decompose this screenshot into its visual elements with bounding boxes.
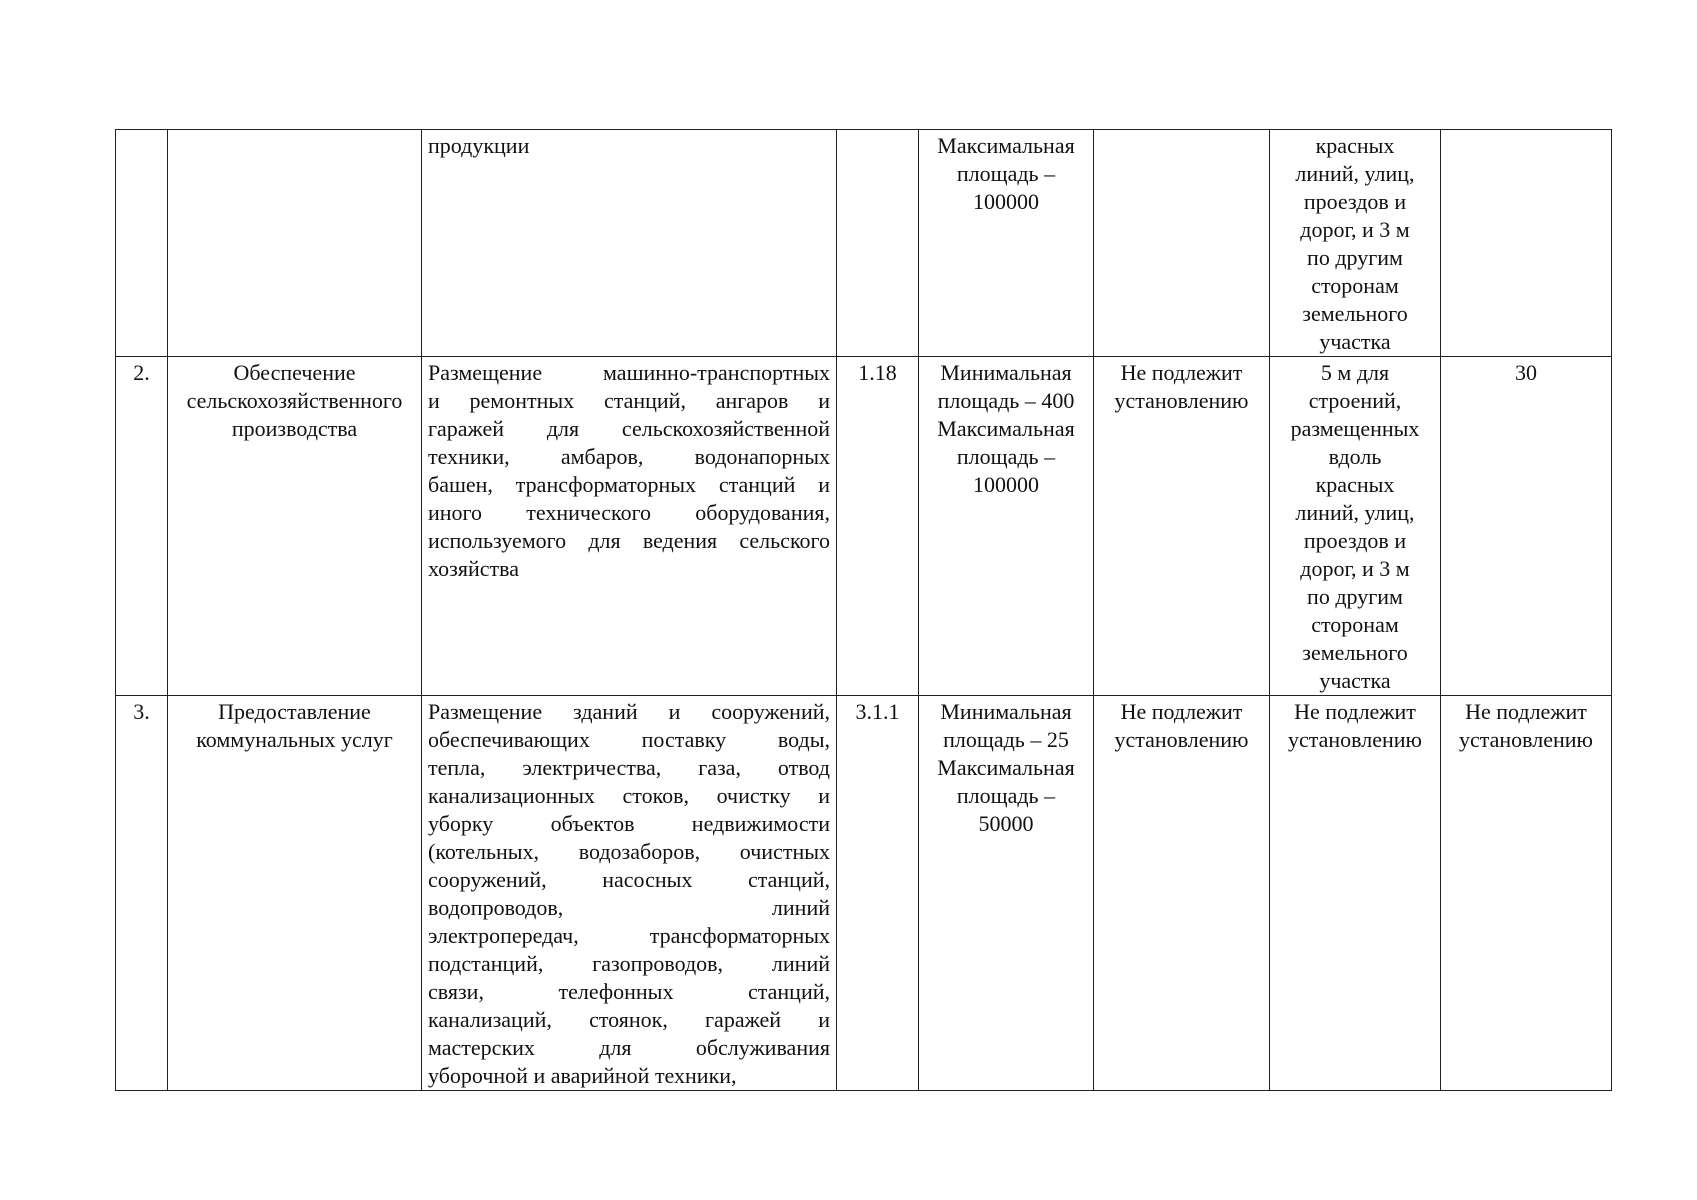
table-body [116,130,1612,1091]
cell-text [1100,359,1263,415]
cell-line: обеспечивающих поставку воды, [428,727,830,752]
cell-line: 50000 [978,811,1034,836]
cell-line: Размещение зданий и сооружений, [428,699,830,724]
cell-text [122,698,161,726]
cell-line: участка [1319,329,1391,354]
cell-line: установлению [1114,727,1249,752]
cell-line: продукции [428,133,530,158]
cell-plot-area [919,696,1094,1091]
cell-line: электропередач, трансформаторных [428,923,830,948]
cell-line: мастерских для обслуживания [428,1035,830,1060]
cell-line: иного технического оборудования, [428,500,830,525]
cell-line: 30 [1515,360,1537,385]
cell-line: связи, телефонных станций, [428,979,830,1004]
cell-coverage [1441,130,1612,357]
cell-line: подстанций, газопроводов, линий [428,951,830,976]
cell-line: проездов и [1303,528,1407,553]
cell-line: размещенных [1290,416,1420,441]
cell-text [428,359,830,583]
cell-line: 2. [133,360,150,385]
cell-coverage [1441,357,1612,696]
cell-line: уборочной и аварийной техники, [428,1063,737,1088]
cell-line: установлению [1114,388,1249,413]
cell-max-floors [1094,696,1270,1091]
cell-text [925,698,1087,838]
cell-setback [1270,696,1441,1091]
cell-text [843,359,912,387]
cell-line: сторонам [1311,273,1399,298]
cell-line: земельного [1302,640,1408,665]
cell-line: установлению [1458,727,1593,752]
cell-line: башен, трансформаторных станций и [428,472,830,497]
cell-use-code [837,357,919,696]
cell-line: площадь – 400 [937,388,1075,413]
cell-text [925,359,1087,499]
cell-line: 1.18 [858,360,897,385]
cell-line: сельскохозяйственного [186,388,403,413]
cell-line: площадь – [956,444,1056,469]
table-row [116,357,1612,696]
cell-line: и ремонтных станций, ангаров и [428,388,830,413]
cell-line: строений, [1308,388,1402,413]
cell-line: линий, улиц, [1295,500,1415,525]
cell-line: дорог, и 3 м [1300,217,1410,242]
cell-line: красных [1315,472,1395,497]
cell-line: Минимальная [940,699,1072,724]
cell-line: площадь – 25 [943,727,1069,752]
cell-text [428,132,830,160]
cell-line: тепла, электричества, газа, отвод [428,755,830,780]
cell-line: уборку объектов недвижимости [428,811,830,836]
land-use-table [115,129,1612,1091]
cell-text [428,698,830,1090]
cell-text [1447,359,1605,387]
cell-line: участка [1319,668,1391,693]
cell-line: Размещение машинно-транспортных [428,360,830,385]
cell-use-code [837,130,919,357]
cell-number [116,130,168,357]
cell-text [1447,698,1605,754]
cell-line: хозяйства [428,556,519,581]
cell-setback [1270,357,1441,696]
cell-line: Не подлежит [1120,360,1243,385]
cell-use-code [837,696,919,1091]
cell-use-name [168,357,422,696]
cell-text [925,132,1087,216]
cell-line: Обеспечение [233,360,356,385]
cell-text [1100,698,1263,754]
cell-line: Не подлежит [1294,699,1416,724]
cell-plot-area [919,130,1094,357]
cell-line: техники, амбаров, водонапорных [428,444,830,469]
cell-line: Не подлежит [1120,699,1243,724]
cell-line: водопроводов, линий [428,895,830,920]
cell-text [1276,698,1434,754]
cell-line: вдоль [1328,444,1382,469]
cell-line: производства [231,416,358,441]
cell-line: линий, улиц, [1295,161,1415,186]
cell-line: красных [1315,133,1395,158]
cell-number [116,357,168,696]
cell-line: Предоставление [218,699,371,724]
table-row [116,130,1612,357]
cell-line: площадь – [956,783,1056,808]
cell-line: установлению [1287,727,1422,752]
cell-line: дорог, и 3 м [1300,556,1410,581]
cell-line: канализаций, стоянок, гаражей и [428,1007,830,1032]
cell-line: Максимальная [937,755,1075,780]
cell-line: земельного [1302,301,1408,326]
cell-line: 100000 [973,189,1039,214]
cell-max-floors [1094,130,1270,357]
cell-text [1276,359,1434,695]
cell-text [174,359,415,443]
cell-line: (котельных, водозаборов, очистных [428,839,830,864]
cell-line: сооружений, насосных станций, [428,867,830,892]
cell-use-description [422,696,837,1091]
cell-line: по другим [1307,584,1403,609]
cell-line: 3.1.1 [855,699,900,724]
cell-number [116,696,168,1091]
cell-line: проездов и [1303,189,1407,214]
cell-text [843,698,912,726]
cell-line: 100000 [973,472,1039,497]
cell-plot-area [919,357,1094,696]
cell-use-description [422,357,837,696]
cell-text [1276,132,1434,356]
cell-line: коммунальных услуг [196,727,393,752]
cell-line: Максимальная [937,133,1075,158]
cell-setback [1270,130,1441,357]
cell-coverage [1441,696,1612,1091]
cell-line: по другим [1307,245,1403,270]
cell-line: Минимальная [940,360,1072,385]
cell-use-name [168,130,422,357]
cell-line: 5 м для [1320,360,1390,385]
cell-max-floors [1094,357,1270,696]
table-row [116,696,1612,1091]
cell-text [174,698,415,754]
cell-text [122,359,161,387]
cell-line: гаражей для сельскохозяйственной [428,416,830,441]
cell-line: Максимальная [937,416,1075,441]
cell-use-name [168,696,422,1091]
cell-use-description [422,130,837,357]
cell-line: используемого для ведения сельского [428,528,830,553]
cell-line: площадь – [956,161,1056,186]
cell-line: канализационных стоков, очистку и [428,783,830,808]
cell-line: 3. [133,699,150,724]
cell-line: Не подлежит [1465,699,1587,724]
cell-line: сторонам [1311,612,1399,637]
